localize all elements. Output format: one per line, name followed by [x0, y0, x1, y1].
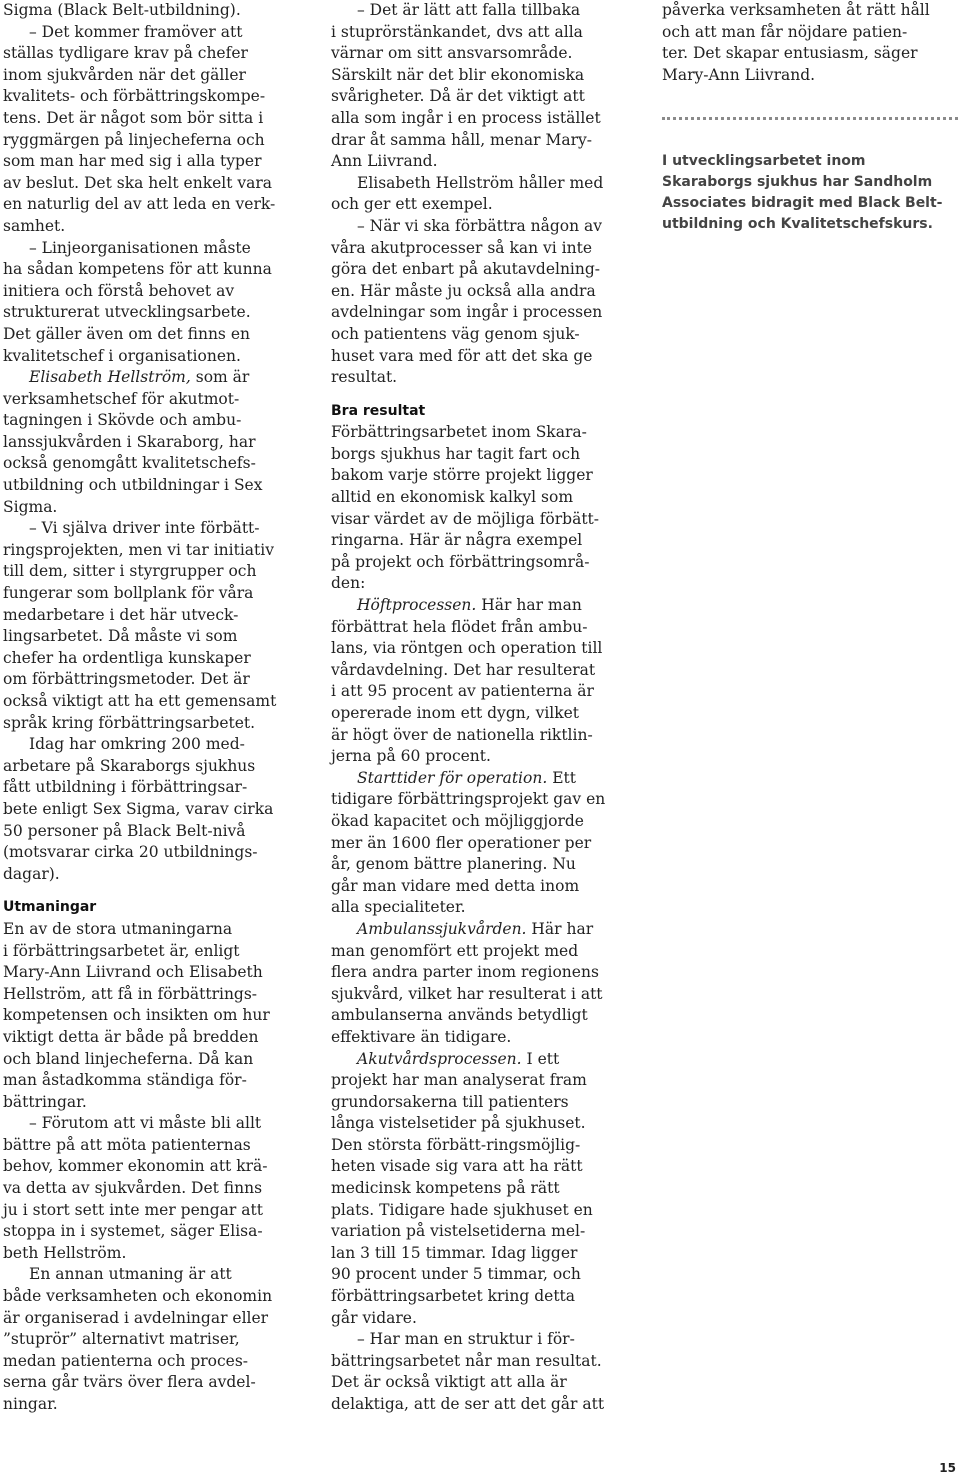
body-paragraph: – Har man en struktur i för- bättringsarbetet når man resultat. Det är också viktigt att alla är delaktiga, att de ser att det går att: [331, 1330, 605, 1413]
example-title: Ambulanssjukvården.: [357, 919, 527, 938]
body-paragraph: – Det är lätt att falla tillbaka i stuprörstänkandet, dvs att alla värnar om sitt ansvarsområde. Särskilt när det blir ekonomiska svårigheter. Då är det viktigt att alla som ingår i en process istället drar åt samma håll, menar Mary- Ann Liivrand.: [331, 1, 601, 171]
section-heading: Utmaningar: [3, 899, 97, 916]
body-paragraph: – Förutom att vi måste bli allt bättre på att möta patienternas behov, kommer ekonomin att krä- va detta av sjukvården. Det finns ju i stort sett inte mer pengar att stoppa in i systemet, säger Elisa- beth Hellström.: [3, 1114, 268, 1262]
example-paragraph: [331, 595, 636, 768]
section-heading: Bra resultat: [331, 402, 426, 419]
body-paragraph: Sigma (Black Belt-utbildning).: [3, 1, 241, 19]
article-column-3: [662, 0, 958, 235]
body-paragraph: En annan utmaning är att både verksamheten och ekonomin är organiserad i avdelningar eller ”stuprör” alternativt matriser, medan patienterna och proces- serna går tvärs över flera avdel- ningar.: [3, 1265, 273, 1413]
paragraph-text: som är verksamhetschef för akutmot- tagningen i Skövde och ambu- lanssjukvården i Skaraborg, har också genomgått kvalitetschefs- utbildning och utbildningar i Sex Sigma.: [3, 368, 263, 516]
article-column-2: [331, 0, 636, 1416]
example-text: Ett tidigare förbättringsprojekt gav en ökad kapacitet och möjliggjorde mer än 1600 fler operationer per år, genom bättre planering. Nu går man vidare med detta inom alla specialiteter.: [331, 768, 606, 917]
dotted-divider: [662, 117, 958, 128]
body-paragraph: påverka verksamheten åt rätt håll och att man får nöjdare patien- ter. Det skapar entusiasm, säger Mary-Ann Liivrand.: [662, 1, 930, 84]
example-text: Här har man förbättrat hela flödet från ambu- lans, via röntgen och operation till vårdavdelning. Det har resulterat i att 95 procent av patienterna är opererade inom ett dygn, vilket är högt över de nationella riktlin- jerna på 60 procent.: [331, 596, 603, 766]
body-paragraph: Förbättringsarbetet inom Skara- borgs sjukhus har tagit fart och bakom varje större projekt ligger alltid en ekonomisk kalkyl som visar värdet av de möjliga förbätt- ringarna. Här är några exempel på projekt och förbättringsområ- den:: [331, 423, 600, 593]
example-title: Höftprocessen.: [357, 596, 477, 615]
example-paragraph: [331, 768, 636, 919]
example-title: Akutvårdsprocessen.: [357, 1049, 522, 1068]
sidebar-caption: I utvecklingsarbetet inom Skaraborgs sjukhus har Sandholm Associates bidragit med Black Belt- utbildning och Kvalitetschefskurs.: [662, 153, 943, 233]
example-paragraph: [331, 1049, 636, 1330]
article-column-1: [3, 0, 303, 1416]
page-number: 15: [939, 1461, 956, 1475]
example-text: Här har man genomfört ett projekt med flera andra parter inom regionens sjukvård, vilket har resulterat i att ambulanserna används betydligt effektivare än tidigare.: [331, 919, 603, 1046]
body-paragraph: – Det kommer framöver att ställas tydligare krav på chefer inom sjukvården när det gäller kvalitets- och förbättringskompe- tens. Det är något som bör sitta i ryggmärgen på linjecheferna och som man har med sig i alla typer av beslut. Det ska helt enkelt vara en naturlig del av att leda en verk- samhet.: [3, 22, 276, 235]
example-text: I ett projekt har man analyserat fram grundorsakerna till patienters långa vistelsetider på sjukhuset. Den största förbätt-ringsmöjlig- heten visade sig vara att ha rätt medicinsk kompetens på rätt plats. Tidigare hade sjukhuset en variation på vistelsetiderna mel- lan 3 till 15 timmar. Idag ligger 90 procent under 5 timmar, och förbättringsarbetet kring detta går vidare.: [331, 1049, 593, 1327]
body-paragraph-with-name: [3, 367, 303, 518]
body-paragraph: – Linjeorganisationen måste ha sådan kompetens för att kunna initiera och förstå behovet av strukturerat utvecklingsarbete. Det gäller även om det finns en kvalitetschef i organisationen.: [3, 238, 272, 365]
body-paragraph: – Vi själva driver inte förbätt- ringsprojekten, men vi tar initiativ till dem, sitter i styrgrupper och fungerar som bollplank för våra medarbetare i det här utveck- lingsarbetet. Då måste vi som chefer ha ordentliga kunskaper om förbättringsmetoder. Det är också viktigt att ha ett gemensamt språk kring förbättringsarbetet.: [3, 519, 277, 732]
body-paragraph: – När vi ska förbättra någon av våra akutprocesser så kan vi inte göra det enbart på akutavdelning- en. Här måste ju också alla andra avdelningar som ingår i processen och patientens väg genom sjuk- huset vara med för att det ska ge resultat.: [331, 216, 603, 387]
example-paragraph: [331, 919, 636, 1049]
body-paragraph: Elisabeth Hellström håller med och ger ett exempel.: [331, 173, 604, 214]
body-paragraph: En av de stora utmaningarna i förbättringsarbetet är, enligt Mary-Ann Liivrand och Elisabeth Hellström, att få in förbättrings- kompetensen och insikten om hur viktigt detta är både på bredden och bland linjecheferna. Då kan man åstadkomma ständiga för- bättringar.: [3, 919, 270, 1111]
example-title: Starttider för operation.: [357, 768, 548, 787]
body-paragraph: Idag har omkring 200 med- arbetare på Skaraborgs sjukhus fått utbildning i förbättringsar- bete enligt Sex Sigma, varav cirka 50 personer på Black Belt-nivå (motsvarar cirka 20 utbildnings- dagar).: [3, 735, 274, 883]
person-name: Elisabeth Hellström,: [29, 368, 191, 387]
